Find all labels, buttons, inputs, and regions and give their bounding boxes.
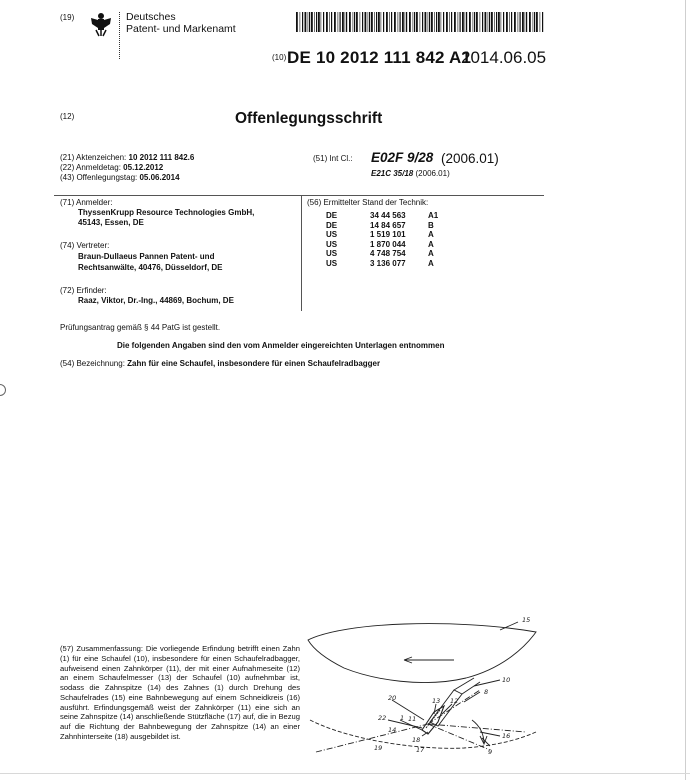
reference-number: 3 136 077 xyxy=(370,258,406,268)
reference-kind: A xyxy=(428,249,434,259)
publication-day-line xyxy=(60,173,180,183)
representative-line1: Braun-Dullaeus Pannen Patent- und xyxy=(78,252,215,261)
reference-country: US xyxy=(326,239,338,249)
inid-code-12: (12) xyxy=(60,112,75,121)
label-1: 1 xyxy=(400,714,405,722)
label-20: 20 xyxy=(388,694,397,702)
ipc-label: (51) Int Cl.: xyxy=(313,154,353,163)
label-14: 14 xyxy=(388,726,397,734)
ipc-main-year: (2006.01) xyxy=(441,151,499,166)
file-number-label: (21) Aktenzeichen: xyxy=(60,153,127,162)
publication-number: DE 10 2012 111 842 A1 xyxy=(287,48,472,67)
abstract xyxy=(60,644,300,742)
reference-number: 14 84 657 xyxy=(370,220,406,230)
label-15: 15 xyxy=(522,616,531,624)
applicant-label: (71) Anmelder: xyxy=(60,198,113,207)
designation-label: (54) Bezeichnung: xyxy=(60,359,125,368)
representative-label: (74) Vertreter: xyxy=(60,241,110,250)
label-10: 10 xyxy=(502,676,511,684)
inid-code-19: (19) xyxy=(60,13,75,22)
applicant-notice: Die folgenden Angaben sind den vom Anmelder eingereichten Unterlagen entnommen xyxy=(117,341,445,350)
label-18: 18 xyxy=(412,736,421,744)
reference-kind: A1 xyxy=(428,211,439,220)
document-type: Offenlegungsschrift xyxy=(235,110,383,127)
publication-date: 2014.06.05 xyxy=(461,48,547,67)
office-name-line1: Deutsches xyxy=(126,11,176,23)
filing-date-label: (22) Anmeldetag: xyxy=(60,163,121,172)
label-9: 9 xyxy=(488,748,493,756)
reference-kind: A xyxy=(428,258,434,268)
label-13: 13 xyxy=(432,697,441,705)
representative-line2: Rechtsanwälte, 40476, Düsseldorf, DE xyxy=(78,263,223,272)
office-name-line2: Patent- und Markenamt xyxy=(126,23,236,35)
inventor-label: (72) Erfinder: xyxy=(60,286,107,295)
label-19: 19 xyxy=(374,744,383,752)
file-number: 10 2012 111 842.6 xyxy=(128,153,195,162)
reference-country: DE xyxy=(326,220,338,230)
reference-number: 34 44 563 xyxy=(370,211,406,220)
label-22: 22 xyxy=(378,714,387,722)
reference-country: US xyxy=(326,258,338,268)
label-11: 11 xyxy=(408,715,417,723)
file-number-line xyxy=(60,153,194,163)
abstract-text: Die vorliegende Erfindung betrifft einen Zahn (1) für eine Schaufel (10), insbesondere für einen Schaufelradbagger, aufweisend einen Zahnkörper (11), der mit einer Aufnahmeseite (12) an einem Schaufelmesser (13) der Schaufel (10) aufnehmbar ist, sodass die Zahnspitze (14) des Zahnes (1) durch Drehung des Schaufelrades (15) eine Bahnbewegung auf einem Schneidkreis (16) ausführt. Erfindungsgemäß weist der Zahnkörper (11) eine sich an seine Zahnspitze (14) anschließende Stützfläche (17) auf, die in Bezug auf die Richtung der Bahnbewegung der Zahnspitze (14) an einer Zahnhinterseite (18) ausgebildet ist. xyxy=(60,644,300,741)
publication-day-label: (43) Offenlegungstag: xyxy=(60,173,138,182)
reference-kind: A xyxy=(428,239,434,249)
reference-country: US xyxy=(326,249,338,259)
reference-kind: A xyxy=(428,230,434,240)
applicant-line2: 45143, Essen, DE xyxy=(78,218,144,227)
reference-row xyxy=(326,259,438,269)
reference-row xyxy=(326,249,438,259)
scroll-handle-icon[interactable] xyxy=(0,384,6,396)
bibliographic-box-divider xyxy=(301,195,302,311)
label-16: 16 xyxy=(502,732,511,740)
federal-eagle-logo-icon xyxy=(88,11,114,37)
abstract-label: (57) Zusammenfassung: xyxy=(60,644,144,653)
label-17: 17 xyxy=(416,746,425,754)
reference-row xyxy=(326,230,438,240)
reference-number: 4 748 754 xyxy=(370,249,406,259)
filing-date-line xyxy=(60,163,163,173)
examination-request: Prüfungsantrag gemäß § 44 PatG ist gestellt. xyxy=(60,323,221,332)
inventor: Raaz, Viktor, Dr.-Ing., 44869, Bochum, DE xyxy=(78,296,234,305)
applicant-line1: ThyssenKrupp Resource Technologies GmbH, xyxy=(78,208,255,217)
reference-kind: B xyxy=(428,220,434,230)
page-edge-bottom xyxy=(0,773,690,774)
reference-row xyxy=(326,240,438,250)
reference-row xyxy=(326,221,438,231)
reference-country: DE xyxy=(326,211,338,220)
patent-drawing xyxy=(304,616,540,770)
references-table xyxy=(326,211,438,269)
reference-number: 1 870 044 xyxy=(370,239,406,249)
designation-line xyxy=(60,359,380,368)
ipc-sub-year: (2006.01) xyxy=(415,169,450,178)
label-12: 12 xyxy=(450,697,459,705)
ipc-main-class: E02F 9/28 xyxy=(371,150,434,165)
publication-day: 05.06.2014 xyxy=(139,173,180,182)
barcode-icon xyxy=(296,12,544,32)
page-edge-right xyxy=(685,0,686,780)
bucket-wheel-shape xyxy=(308,624,536,683)
label-8: 8 xyxy=(484,688,489,696)
filing-date: 05.12.2012 xyxy=(123,163,164,172)
designation-title: Zahn für eine Schaufel, insbesondere für einen Schaufelradbagger xyxy=(127,359,381,368)
leader-13 xyxy=(434,704,436,714)
reference-number: 1 519 101 xyxy=(370,230,406,240)
ipc-sub-line xyxy=(371,169,450,178)
references-label: (56) Ermittelter Stand der Technik: xyxy=(307,198,429,207)
leader-8 xyxy=(464,692,480,702)
reference-row xyxy=(326,211,438,221)
ipc-sub-class: E21C 35/18 xyxy=(371,169,414,178)
reference-country: US xyxy=(326,230,338,240)
header-divider xyxy=(119,12,121,59)
inid-code-10: (10) xyxy=(272,53,287,62)
